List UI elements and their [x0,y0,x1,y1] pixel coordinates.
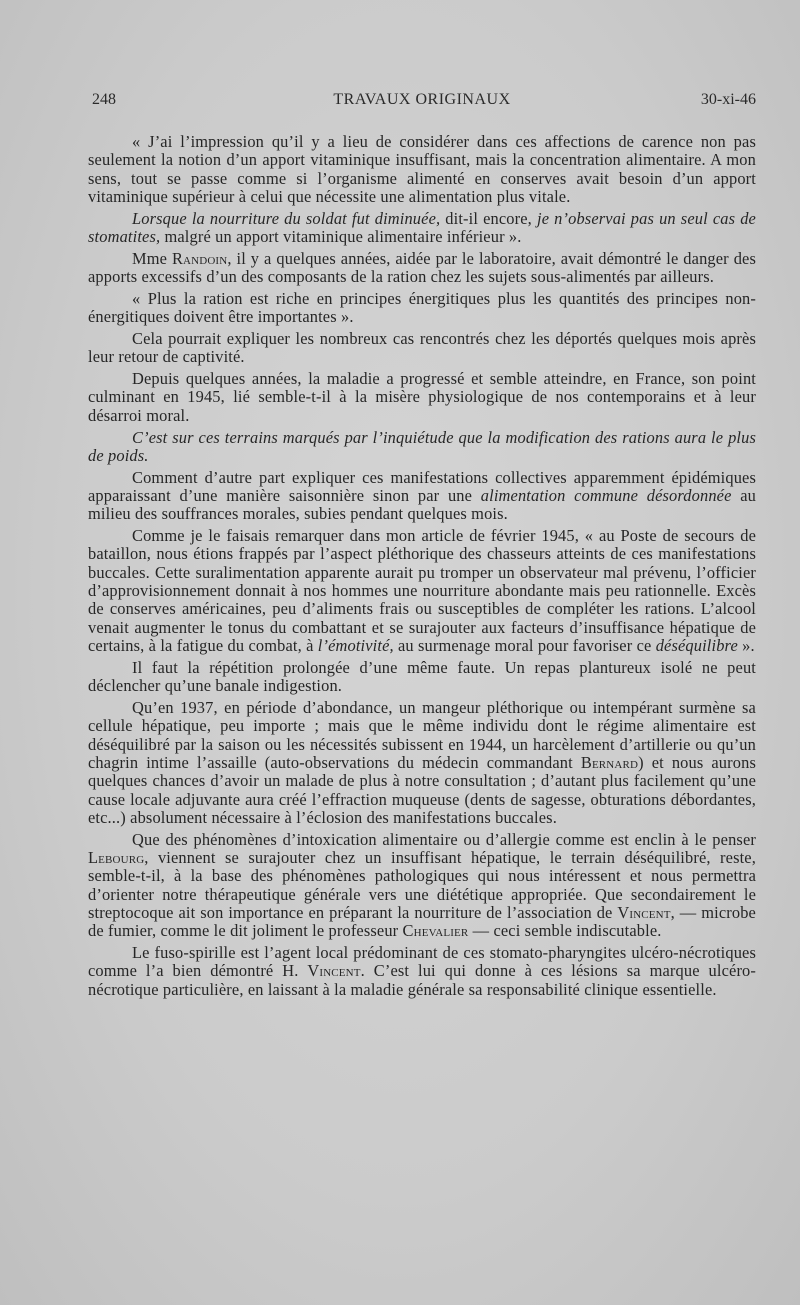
paragraph [88,944,756,999]
paragraph-text: Comment d’autre part expliquer ces manifestations collectives apparemment épidémiques apparaissant d’une manière saisonnière sinon par une [88,467,756,505]
paragraph [88,659,756,696]
author-name: Vincent [307,961,361,981]
paragraph [88,429,756,466]
paragraph-text: , — microbe de fumier, comme le dit joliment le professeur [88,903,756,941]
paragraph [88,527,756,655]
honorific: Mme [132,248,168,268]
paragraph-text: « Plus la ration est riche en principes énergitiques plus les quantités des principes non-énergitiques doivent être importantes ». [88,288,756,327]
paragraph-text: « J’ai l’impression qu’il y a lieu de considérer dans ces affections de carence non pas seulement la notion d’un apport vitaminique insuffisant, mais la concentration alimentaire. A mon sens, tout se passe comme si l’organisme alimenté en conserves avait besoin d’un apport vitaminique supérieur à celui que nécessite une alimentation plus vitale. [88,132,756,207]
italic-phrase: alimentation commune désordonnée [480,485,732,505]
italic-phrase: je n’observai pas un seul cas de stomatites, [88,208,756,247]
paragraph [88,210,756,247]
paragraph-text: , il y a quelques années, aidée par le laboratoire, avait démontré le danger des apports excessifs d’un des composants de la ration chez les sujets sous-alimentés par ailleurs. [88,248,756,287]
paragraph-text: Qu’en 1937, en période d’abondance, un mangeur pléthorique ou intempérant surmène sa cellule hépatique, peu importe ; mais que le même individu dont le régime alimentaire est déséquilibré par la saison ou les nécessités subissent en 1944, un harcèlement d’artillerie ou qu’un chagrin intime l’assaille (auto-observations du médecin commandant [88,697,756,772]
paragraph [88,699,756,827]
paragraph-text: , viennent se surajouter chez un insuffisant hépatique, le terrain déséquilibré, reste, semble-t-il, à la base des phénomènes pathologiques qui nous intéressent et nous permettra d’orienter notre thérapeutique générale vers une diététique appropriée. Que secondairement le streptocoque ait son importance en préparant la nourriture de l’association de [88,848,756,923]
paragraph-text: malgré un apport vitaminique alimentaire inférieur ». [160,227,522,247]
paragraph-text: Comme je le faisais remarquer dans mon article de février 1945, « au Poste de secours de bataillon, nous étions frappés par l’aspect pléthorique des chasseurs atteints de ces manifestations buccales. Cette suralimentation apparente aurait pu tromper un observateur mal prévenu, l’officier d’approvisionnement donnait à nos hommes une nourriture abondante mais peu rationnelle. Excès de conserves américaines, peu d’aliments frais ou susceptibles de compléter les rations. L’alcool venait augmenter le tonus du combattant et se surajouter aux facteurs d’insuffisance hépatique de certains, à la fatigue du combat, à [88,526,756,656]
italic-phrase: déséquilibre [655,636,738,656]
italic-phrase: Lorsque la nourriture du soldat fut diminuée, [132,208,441,228]
paragraph [88,290,756,327]
paragraph-text: C’est sur ces terrains marqués par l’inquiétude que la modification des rations aura le plus de poids. [88,427,756,465]
paragraph [88,250,756,287]
author-name: Bernard [580,752,639,772]
italic-phrase: l’émotivité, [317,636,394,656]
paragraph-text: Que des phénomènes d’intoxication alimentaire ou d’allergie comme est enclin à le penser [132,829,756,849]
paragraph-text: Il faut la répétition prolongée d’une même faute. Un repas plantureux isolé ne peut déclencher qu’une banale indigestion. [88,657,756,696]
paragraph-text: ». [737,636,755,656]
paragraph [88,469,756,524]
paragraph [88,330,756,367]
paragraph-text: Cela pourrait expliquer les nombreux cas rencontrés chez les déportés quelques mois après leur retour de captivité. [88,329,756,367]
paragraph [88,370,756,425]
paragraph-text: . C’est lui qui donne à ces lésions sa marque ulcéro-nécrotique particulière, en laissant à la maladie générale sa responsabilité clinique essentielle. [88,961,757,999]
paragraph-text: Le fuso-spirille est l’agent local prédominant de ces stomato-pharyngites ulcéro-nécrotiques comme l’a bien démontré H. [88,943,756,981]
author-name: Vincent [617,903,671,923]
paragraph [88,831,756,941]
paragraph-text: Depuis quelques années, la maladie a progressé et semble atteindre, en France, son point culminant en 1945, lié semble-t-il à la misère physiologique de nos contemporains et à leur désarroi moral. [88,369,756,425]
page-number: 248 [92,91,116,108]
paragraph-text: au surmenage moral pour favoriser ce [393,636,656,656]
author-name: Chevalier [402,921,469,941]
article-body [88,133,756,1003]
running-header [88,91,756,113]
paragraph-text: — ceci semble indiscutable. [468,921,662,941]
paragraph [88,133,756,206]
author-name: Lebourg [88,848,145,868]
author-name: Randoin [171,248,228,268]
issue-date: 30-xi-46 [700,91,756,108]
paragraph-text: au milieu des souffrances morales, subies pendant quelques mois. [88,485,757,524]
running-title: TRAVAUX ORIGINAUX [333,91,511,108]
paragraph-text: ) et nous aurons quelques chances d’avoir un malade de plus à notre consultation ; d’autant plus facilement qu’une cause locale adjuvante aura créé l’effraction muqueuse (dents de sagesse, obturations débordantes, etc...) absolument nécessaire à l’éclosion des manifestations buccales. [88,752,756,827]
paragraph-text: dit-il encore, [440,208,537,228]
